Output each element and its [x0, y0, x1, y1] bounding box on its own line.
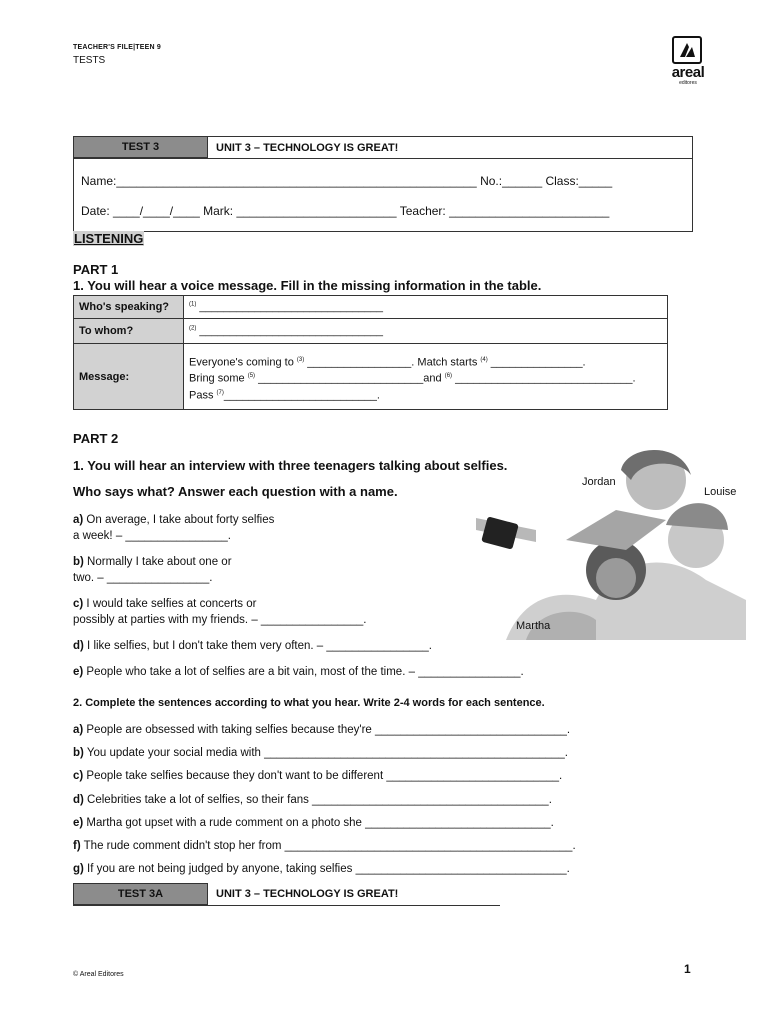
student-info-box: [73, 158, 693, 232]
photo-label-martha: Martha: [516, 620, 551, 632]
part2-question2: 2. Complete the sentences according to what you hear. Write 2-4 words for each sentence.: [73, 697, 545, 709]
answer-cell-2[interactable]: $^{(2)}$ ______________________________: [184, 319, 668, 344]
test-label: TEST 3: [73, 136, 208, 158]
list-item[interactable]: g) If you are not being judged by anyone, taking selfies _________________________________.: [73, 863, 570, 875]
list-item[interactable]: c) I would take selfies at concerts or possibly at parties with my friends. – ________________.: [73, 598, 367, 626]
areal-logo: [660, 36, 716, 86]
list-item[interactable]: b) Normally I take about one or two. – ________________.: [73, 556, 232, 584]
section-title: LISTENING: [74, 231, 144, 246]
part2-question1b: Who says what? Answer each question with a name.: [73, 484, 398, 499]
table-row: [74, 319, 668, 344]
message-line: Pass $^{(7)}$_________________________.: [189, 389, 380, 402]
message-table: [73, 295, 668, 410]
list-item[interactable]: d) I like selfies, but I don't take them very often. – ________________.: [73, 640, 432, 652]
list-item[interactable]: e) Martha got upset with a rude comment on a photo she _____________________________.: [73, 817, 554, 829]
date-line[interactable]: Date: ____/____/____ Mark: ________________________ Teacher: ________________________: [81, 204, 610, 218]
test-bar: [73, 136, 693, 158]
part1-title: PART 1: [73, 262, 119, 277]
list-item[interactable]: e) People who take a lot of selfies are a bit vain, most of the time. – ________________.: [73, 666, 524, 678]
selfie-photo: [466, 440, 746, 640]
table-row: [74, 344, 668, 410]
page-number: 1: [684, 962, 691, 976]
list-item[interactable]: d) Celebrities take a lot of selfies, so their fans _____________________________________.: [73, 794, 552, 806]
list-item[interactable]: c) People take selfies because they don't want to be different ___________________________.: [73, 770, 563, 782]
logo-subtitle: editores: [679, 80, 697, 86]
logo-word: areal: [671, 64, 705, 81]
part1-question: 1. You will hear a voice message. Fill in the missing information in the table.: [73, 278, 542, 293]
teenagers-selfie-icon: [466, 440, 746, 640]
logo-mark-icon: [672, 36, 702, 64]
copyright: © Areal Editores: [73, 971, 124, 978]
name-line[interactable]: Name:______________________________________________________ No.:______ Class:_____: [81, 174, 613, 188]
row-label: Who's speaking?: [74, 296, 184, 319]
part2-title: PART 2: [73, 431, 119, 446]
row-label: Message:: [74, 344, 184, 410]
list-item[interactable]: a) On average, I take about forty selfies a week! – ________________.: [73, 514, 275, 542]
list-item[interactable]: f) The rude comment didn't stop her from _____________________________________________.: [73, 840, 576, 852]
photo-label-jordan: Jordan: [582, 476, 616, 488]
test-bar-2: [73, 883, 500, 906]
row-label: To whom?: [74, 319, 184, 344]
test-label-2: TEST 3A: [73, 883, 208, 905]
message-line: Everyone's coming to $^{(3)}$ _________________. Match starts $^{(4)}$ _______________.: [189, 356, 586, 369]
part2-question1: 1. You will hear an interview with three teenagers talking about selfies.: [73, 458, 508, 473]
list-item[interactable]: a) People are obsessed with taking selfies because they're ______________________________.: [73, 724, 571, 736]
photo-label-louise: Louise: [704, 486, 737, 498]
list-item[interactable]: b) You update your social media with _______________________________________________.: [73, 747, 568, 759]
table-row: [74, 296, 668, 319]
tests-header: TESTS: [73, 55, 106, 66]
answer-cell-1[interactable]: $^{(1)}$ ______________________________: [184, 296, 668, 319]
message-cell[interactable]: [184, 344, 668, 410]
unit-title-2: UNIT 3 – TECHNOLOGY IS GREAT!: [216, 888, 399, 900]
unit-title: UNIT 3 – TECHNOLOGY IS GREAT!: [208, 136, 693, 158]
message-line: Bring some $^{(5)}$ ___________________________and $^{(6)}$ _____________________________.: [189, 372, 636, 385]
file-header: TEACHER'S FILE|TEEN 9: [73, 44, 161, 51]
